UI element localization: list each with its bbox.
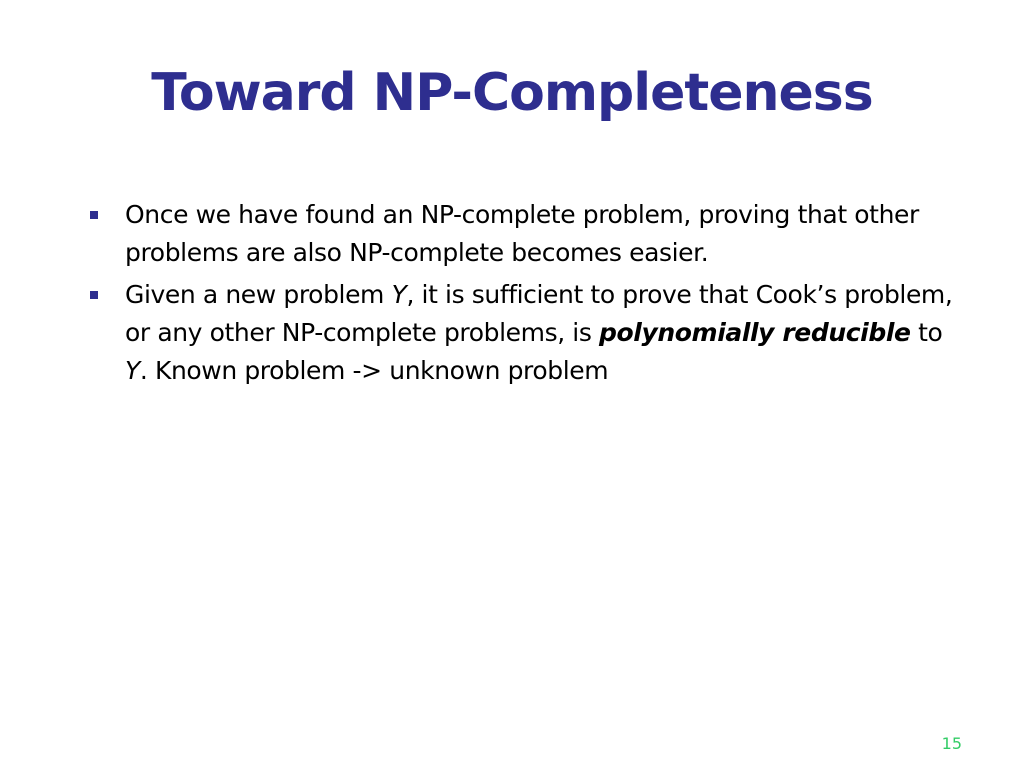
bullet-item-1	[90, 196, 970, 272]
slide-title: Toward NP-Completeness	[151, 63, 873, 123]
bullet-2-text	[125, 280, 952, 385]
emphasis-term: polynomially reducible	[599, 318, 911, 347]
bullet-2-part-1: Given a new problem	[125, 280, 392, 309]
bullet-list	[90, 196, 970, 394]
variable-y: Y	[391, 280, 407, 309]
square-bullet-icon	[90, 291, 98, 299]
bullet-1-text: Once we have found an NP-complete problem, proving that other problems are also NP-complete becomes easier.	[125, 200, 919, 267]
slide-number: 15	[941, 734, 962, 753]
bullet-2-part-4: . Known problem -> unknown problem	[139, 356, 609, 385]
variable-y: Y	[125, 356, 140, 385]
square-bullet-icon	[90, 211, 98, 219]
bullet-2-part-2: , it is sufficient to prove that Cook’s problem, or any other NP-complete problems, is	[125, 280, 953, 347]
bullet-item-2	[90, 276, 970, 390]
bullet-2-part-3: to	[910, 318, 943, 347]
